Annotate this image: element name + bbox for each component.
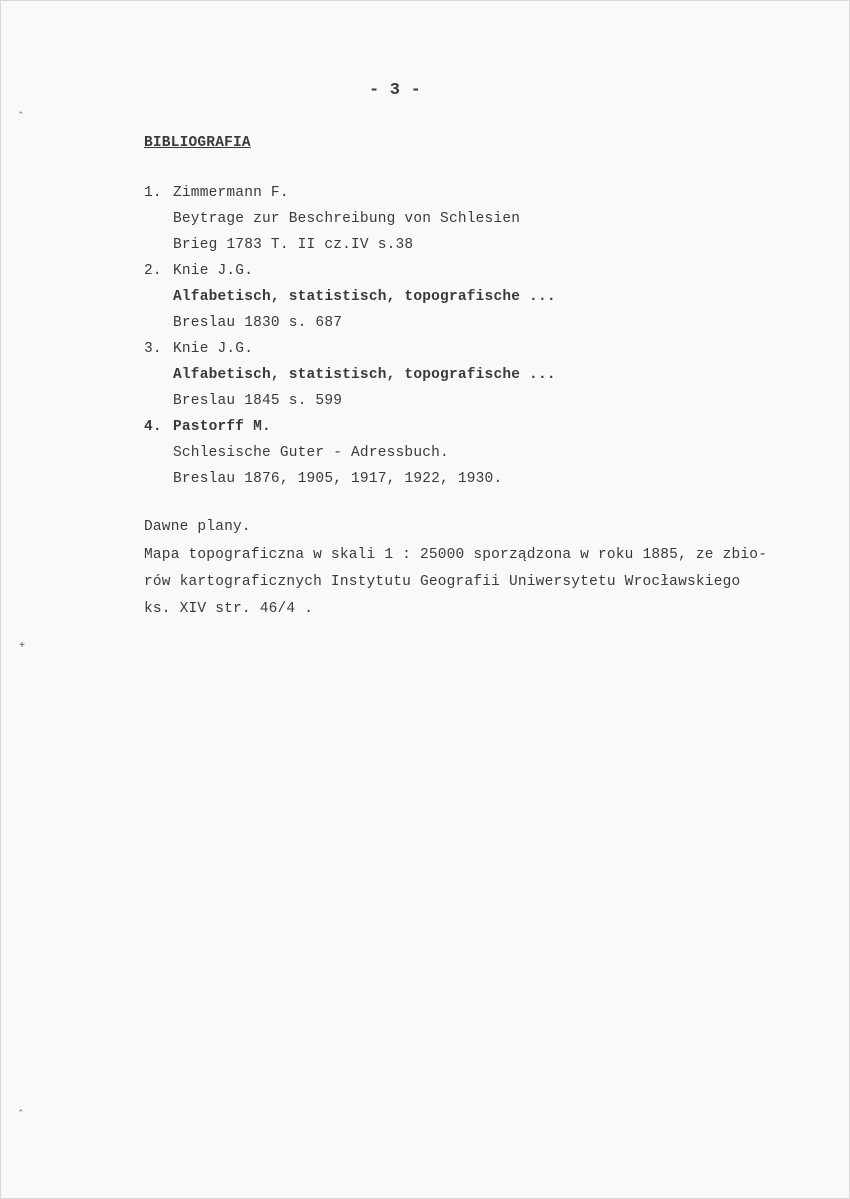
entry-number: 3. bbox=[144, 341, 162, 357]
entry-publication: Breslau 1830 s. 687 bbox=[173, 315, 343, 331]
page-number: - 3 - bbox=[369, 81, 422, 100]
entry-author: Pastorff M. bbox=[173, 419, 271, 435]
margin-mark: + bbox=[19, 641, 26, 652]
margin-mark: ‸ bbox=[19, 1102, 23, 1113]
entry-number: 2. bbox=[144, 263, 162, 279]
entry-author: Knie J.G. bbox=[173, 341, 254, 357]
entry-publication: Breslau 1845 s. 599 bbox=[173, 393, 343, 409]
entry-author: Knie J.G. bbox=[173, 263, 254, 279]
old-plans-heading: Dawne plany. bbox=[144, 519, 251, 535]
old-plans-line: ks. XIV str. 46/4 . bbox=[144, 601, 314, 617]
entry-number: 1. bbox=[144, 185, 162, 201]
entry-title: Alfabetisch, statistisch, topografische ... bbox=[173, 289, 556, 305]
entry-author: Zimmermann F. bbox=[173, 185, 289, 201]
entry-number: 4. bbox=[144, 419, 162, 435]
old-plans-line: rów kartograficznych Instytutu Geografii Uniwersytetu Wrocławskiego bbox=[144, 574, 741, 590]
entry-title: Alfabetisch, statistisch, topografische ... bbox=[173, 367, 556, 383]
entry-publication: Breslau 1876, 1905, 1917, 1922, 1930. bbox=[173, 471, 503, 487]
entry-title: Schlesische Guter - Adressbuch. bbox=[173, 445, 449, 461]
entry-publication: Brieg 1783 T. II cz.IV s.38 bbox=[173, 237, 414, 253]
margin-mark: ‸ bbox=[19, 104, 23, 115]
entry-title: Beytrage zur Beschreibung von Schlesien bbox=[173, 211, 521, 227]
bibliography-heading: BIBLIOGRAFIA bbox=[144, 135, 251, 151]
old-plans-line: Mapa topograficzna w skali 1 : 25000 sporządzona w roku 1885, ze zbio- bbox=[144, 547, 768, 563]
